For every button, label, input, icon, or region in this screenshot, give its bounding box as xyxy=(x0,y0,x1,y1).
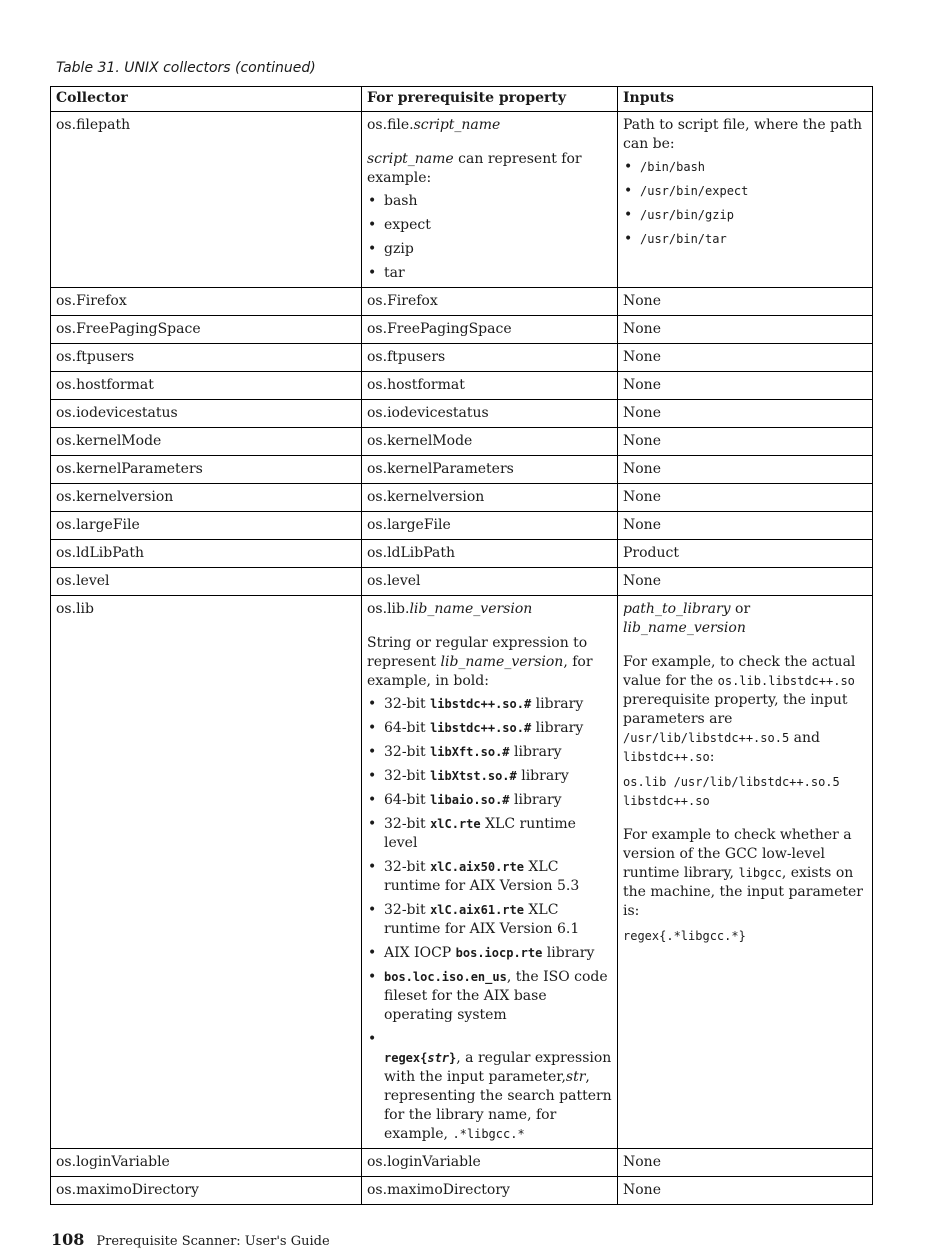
page-number: 108 xyxy=(51,1230,85,1249)
column-header-collector: Collector xyxy=(51,87,362,112)
list-item: • bos.loc.iso.en_us, the ISO code fileset for the AIX base operating system xyxy=(368,969,608,1023)
table-row xyxy=(51,1177,873,1205)
list-item: • gzip xyxy=(368,241,414,257)
cell-inputs: None xyxy=(618,316,873,344)
table-row xyxy=(51,344,873,372)
cell-inputs: None xyxy=(618,372,873,400)
list-item: • tar xyxy=(368,265,405,281)
cell-prereq: os.ftpusers xyxy=(362,344,618,372)
cell-collector: os.kernelMode xyxy=(51,428,362,456)
cell-collector: os.Firefox xyxy=(51,288,362,316)
header-row xyxy=(51,87,873,112)
list-item: • /usr/bin/expect xyxy=(624,183,749,199)
cell-inputs: Product xyxy=(618,540,873,568)
cell-collector: os.level xyxy=(51,568,362,596)
table-row xyxy=(51,1149,873,1177)
cell-collector: os.lib xyxy=(51,596,362,1149)
cell-collector: os.maximoDirectory xyxy=(51,1177,362,1205)
table-row xyxy=(51,540,873,568)
cell-collector: os.kernelversion xyxy=(51,484,362,512)
cell-inputs: None xyxy=(618,428,873,456)
cell-inputs: None xyxy=(618,512,873,540)
table-row xyxy=(51,568,873,596)
unix-collectors-table xyxy=(50,86,873,1205)
list-item: • /usr/bin/tar xyxy=(624,231,727,247)
cell-collector: os.largeFile xyxy=(51,512,362,540)
example-paragraph: For example to check whether a version of the GCC low-level runtime library, libgcc, exists on the machine, the input parameter is: xyxy=(623,827,863,919)
cell-collector: os.iodevicestatus xyxy=(51,400,362,428)
prop-prefix: os.lib. xyxy=(367,601,410,617)
command-example: regex{.*libgcc.*} xyxy=(623,929,746,943)
prop-variable: lib_name_version xyxy=(409,601,533,617)
note-variable: script_name xyxy=(367,151,454,167)
cell-prereq: os.FreePagingSpace xyxy=(362,316,618,344)
note-text: can represent for example: xyxy=(367,151,582,186)
table-row xyxy=(51,512,873,540)
cell-prereq: os.maximoDirectory xyxy=(362,1177,618,1205)
cell-collector: os.hostformat xyxy=(51,372,362,400)
cell-prereq xyxy=(362,596,618,1149)
table-row xyxy=(51,484,873,512)
cell-prereq: os.hostformat xyxy=(362,372,618,400)
cell-collector: os.filepath xyxy=(51,112,362,288)
list-item: • 32-bit libstdc++.so.# library xyxy=(368,696,584,712)
lib-examples-list xyxy=(367,695,612,1144)
list-item: • 32-bit xlC.aix50.rte XLC runtime for AIX Version 5.3 xyxy=(368,859,580,894)
list-item: • 32-bit libXft.so.# library xyxy=(368,744,562,760)
list-item: • bash xyxy=(368,193,418,209)
list-item: • AIX IOCP bos.iocp.rte library xyxy=(368,945,595,961)
lib-description: String or regular expression to represent lib_name_version, for example, in bold: xyxy=(367,635,593,689)
table-row xyxy=(51,456,873,484)
cell-inputs: None xyxy=(618,1149,873,1177)
list-item: • 32-bit xlC.aix61.rte XLC runtime for AIX Version 6.1 xyxy=(368,902,580,937)
cell-collector: os.kernelParameters xyxy=(51,456,362,484)
cell-inputs: None xyxy=(618,400,873,428)
cell-inputs: None xyxy=(618,288,873,316)
prop-prefix: os.file. xyxy=(367,117,414,133)
table-caption: Table 31. UNIX collectors (continued) xyxy=(56,60,316,76)
list-item: • 32-bit libXtst.so.# library xyxy=(368,768,569,784)
cell-inputs: None xyxy=(618,484,873,512)
cell-prereq: os.level xyxy=(362,568,618,596)
cell-inputs: None xyxy=(618,1177,873,1205)
list-item: • 32-bit xlC.rte XLC runtime level xyxy=(368,816,576,851)
table-row xyxy=(51,316,873,344)
list-item: • /bin/bash xyxy=(624,159,706,175)
command-example: os.lib /usr/lib/libstdc++.so.5 libstdc++.so xyxy=(623,775,840,808)
cell-collector: os.ldLibPath xyxy=(51,540,362,568)
cell-collector: os.ftpusers xyxy=(51,344,362,372)
list-item: • 64-bit libstdc++.so.# library xyxy=(368,720,584,736)
path-list xyxy=(623,158,867,249)
table-row xyxy=(51,288,873,316)
cell-inputs: None xyxy=(618,456,873,484)
column-header-inputs: Inputs xyxy=(618,87,873,112)
cell-prereq: os.kernelversion xyxy=(362,484,618,512)
list-item-regex: • regex{str}, a regular expression with the input parameter,str, representing the search pattern for the library name, for example, .*libgcc.* xyxy=(368,1031,612,1142)
cell-prereq: os.ldLibPath xyxy=(362,540,618,568)
table-row-lib xyxy=(51,596,873,1149)
cell-prereq: os.kernelParameters xyxy=(362,456,618,484)
cell-inputs: None xyxy=(618,568,873,596)
script-examples-list xyxy=(367,192,612,283)
table-row xyxy=(51,400,873,428)
cell-prereq xyxy=(362,112,618,288)
table-row xyxy=(51,372,873,400)
cell-inputs: path_to_library or lib_name_version For example, to check the actual value for the os.lib.libstdc++.so prerequisite property, the input parameters are /usr/lib/libstdc++.so.5 and libstdc++.so: os.lib /usr/lib/libstdc++.so.5 libstdc++.so For example to check whether a version of the GCC low-level runtime library, libgcc, exists on the machine, the input parameter is: regex{.*libgcc.*} xyxy=(618,596,873,1149)
prop-variable: script_name xyxy=(413,117,501,133)
cell-inputs xyxy=(618,112,873,288)
list-item: • /usr/bin/gzip xyxy=(624,207,734,223)
table-row xyxy=(51,428,873,456)
list-item: • 64-bit libaio.so.# library xyxy=(368,792,562,808)
cell-prereq: os.loginVariable xyxy=(362,1149,618,1177)
list-item: • expect xyxy=(368,217,431,233)
page-footer xyxy=(51,1230,330,1249)
cell-prereq: os.iodevicestatus xyxy=(362,400,618,428)
cell-prereq: os.Firefox xyxy=(362,288,618,316)
cell-collector: os.FreePagingSpace xyxy=(51,316,362,344)
cell-prereq: os.kernelMode xyxy=(362,428,618,456)
cell-collector: os.loginVariable xyxy=(51,1149,362,1177)
example-paragraph: For example, to check the actual value for the os.lib.libstdc++.so prerequisite property, the input parameters are /usr/lib/libstdc++.so.5 and libstdc++.so: xyxy=(623,654,856,765)
column-header-prereq: For prerequisite property xyxy=(362,87,618,112)
table-row-filepath xyxy=(51,112,873,288)
cell-prereq: os.largeFile xyxy=(362,512,618,540)
book-title: Prerequisite Scanner: User's Guide xyxy=(96,1234,330,1249)
inputs-intro: Path to script file, where the path can be: xyxy=(623,117,863,152)
cell-inputs: None xyxy=(618,344,873,372)
